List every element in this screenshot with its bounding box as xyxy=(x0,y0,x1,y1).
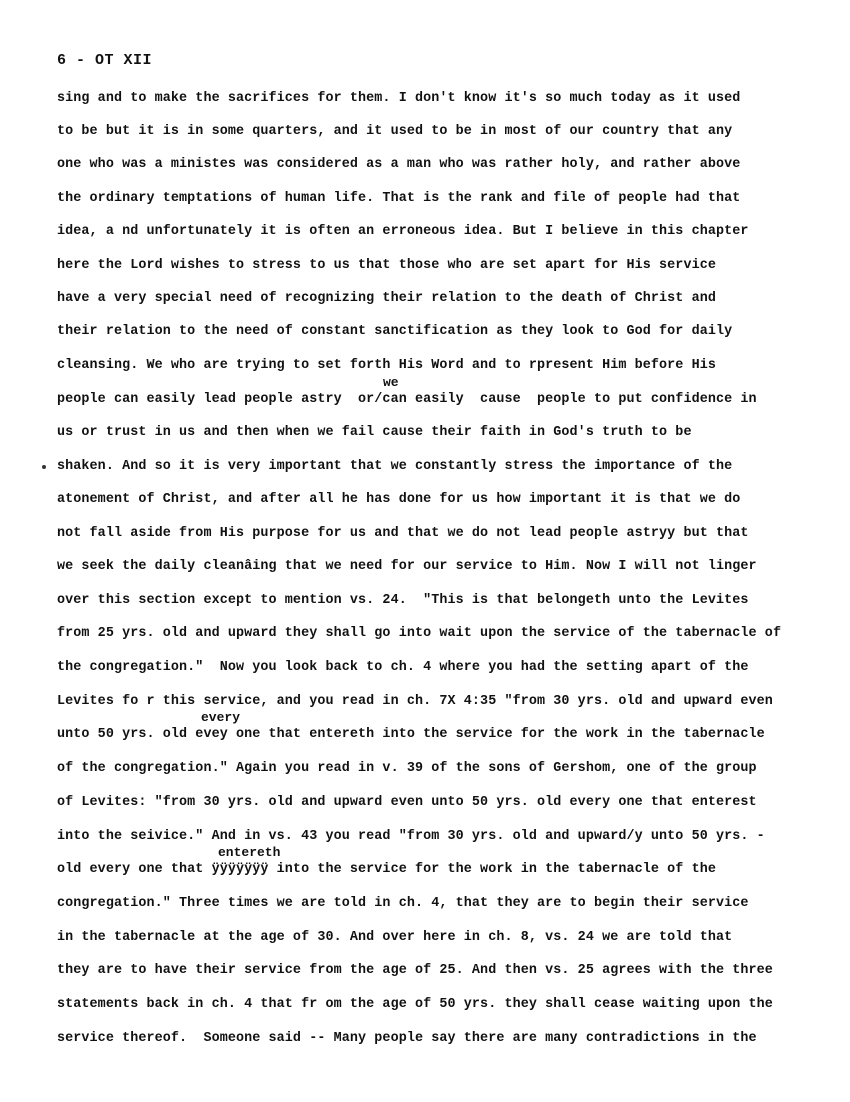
text-line: us or trust in us and then when we fail cause their faith in God's truth to be xyxy=(57,425,692,440)
text-line: one who was a ministes was considered as a man who was rather holy, and rather above xyxy=(57,157,741,172)
text-line: people can easily lead people astry or/can easily cause people to put confidence in xyxy=(57,392,757,407)
text-line: here the Lord wishes to stress to us that those who are set apart for His service xyxy=(57,258,716,273)
text-line: not fall aside from His purpose for us and that we do not lead people astryy but that xyxy=(57,526,749,541)
text-line: we seek the daily cleanâing that we need for our service to Him. Now I will not linger xyxy=(57,559,757,574)
interlinear-insert: entereth xyxy=(218,845,281,860)
interlinear-insert: every xyxy=(201,710,241,725)
interlinear-insert: we xyxy=(383,375,399,390)
text-line: old every one that ÿÿÿÿÿÿÿ into the service for the work in the tabernacle of the xyxy=(57,862,716,877)
text-line: the ordinary temptations of human life. That is the rank and file of people had that xyxy=(57,191,741,206)
text-line: they are to have their service from the age of 25. And then vs. 25 agrees with the three xyxy=(57,963,773,978)
text-line: cleansing. We who are trying to set forth His Word and to rpresent Him before His xyxy=(57,358,716,373)
text-line: into the seivice." And in vs. 43 you read "from 30 yrs. old and upward/y unto 50 yrs. - xyxy=(57,829,765,844)
page-header: 6 - OT XII xyxy=(57,52,153,69)
text-line: in the tabernacle at the age of 30. And over here in ch. 8, vs. 24 we are told that xyxy=(57,930,733,945)
text-line: idea, a nd unfortunately it is often an erroneous idea. But I believe in this chapter xyxy=(57,224,749,239)
text-line: of Levites: "from 30 yrs. old and upward even unto 50 yrs. old every one that enterest xyxy=(57,795,757,810)
margin-mark xyxy=(42,465,46,469)
text-line: sing and to make the sacrifices for them. I don't know it's so much today as it used xyxy=(57,91,741,106)
text-line: service thereof. Someone said -- Many people say there are many contradictions in the xyxy=(57,1031,757,1046)
text-line: of the congregation." Again you read in v. 39 of the sons of Gershom, one of the group xyxy=(57,761,757,776)
text-line: atonement of Christ, and after all he has done for us how important it is that we do xyxy=(57,492,741,507)
text-line: congregation." Three times we are told in ch. 4, that they are to begin their service xyxy=(57,896,749,911)
text-line: shaken. And so it is very important that we constantly stress the importance of the xyxy=(57,459,733,474)
text-line: from 25 yrs. old and upward they shall go into wait upon the service of the tabernacle of xyxy=(57,626,782,641)
text-line: unto 50 yrs. old evey one that entereth into the service for the work in the tabernacle xyxy=(57,727,765,742)
text-line: over this section except to mention vs. 24. "This is that belongeth unto the Levites xyxy=(57,593,749,608)
text-line: statements back in ch. 4 that fr om the age of 50 yrs. they shall cease waiting upon the xyxy=(57,997,773,1012)
text-line: have a very special need of recognizing their relation to the death of Christ and xyxy=(57,291,716,306)
text-line: their relation to the need of constant sanctification as they look to God for daily xyxy=(57,324,733,339)
text-line: Levites fo r this service, and you read in ch. 7X 4:35 "from 30 yrs. old and upward even xyxy=(57,694,773,709)
text-line: the congregation." Now you look back to ch. 4 where you had the setting apart of the xyxy=(57,660,749,675)
text-line: to be but it is in some quarters, and it used to be in most of our country that any xyxy=(57,124,733,139)
